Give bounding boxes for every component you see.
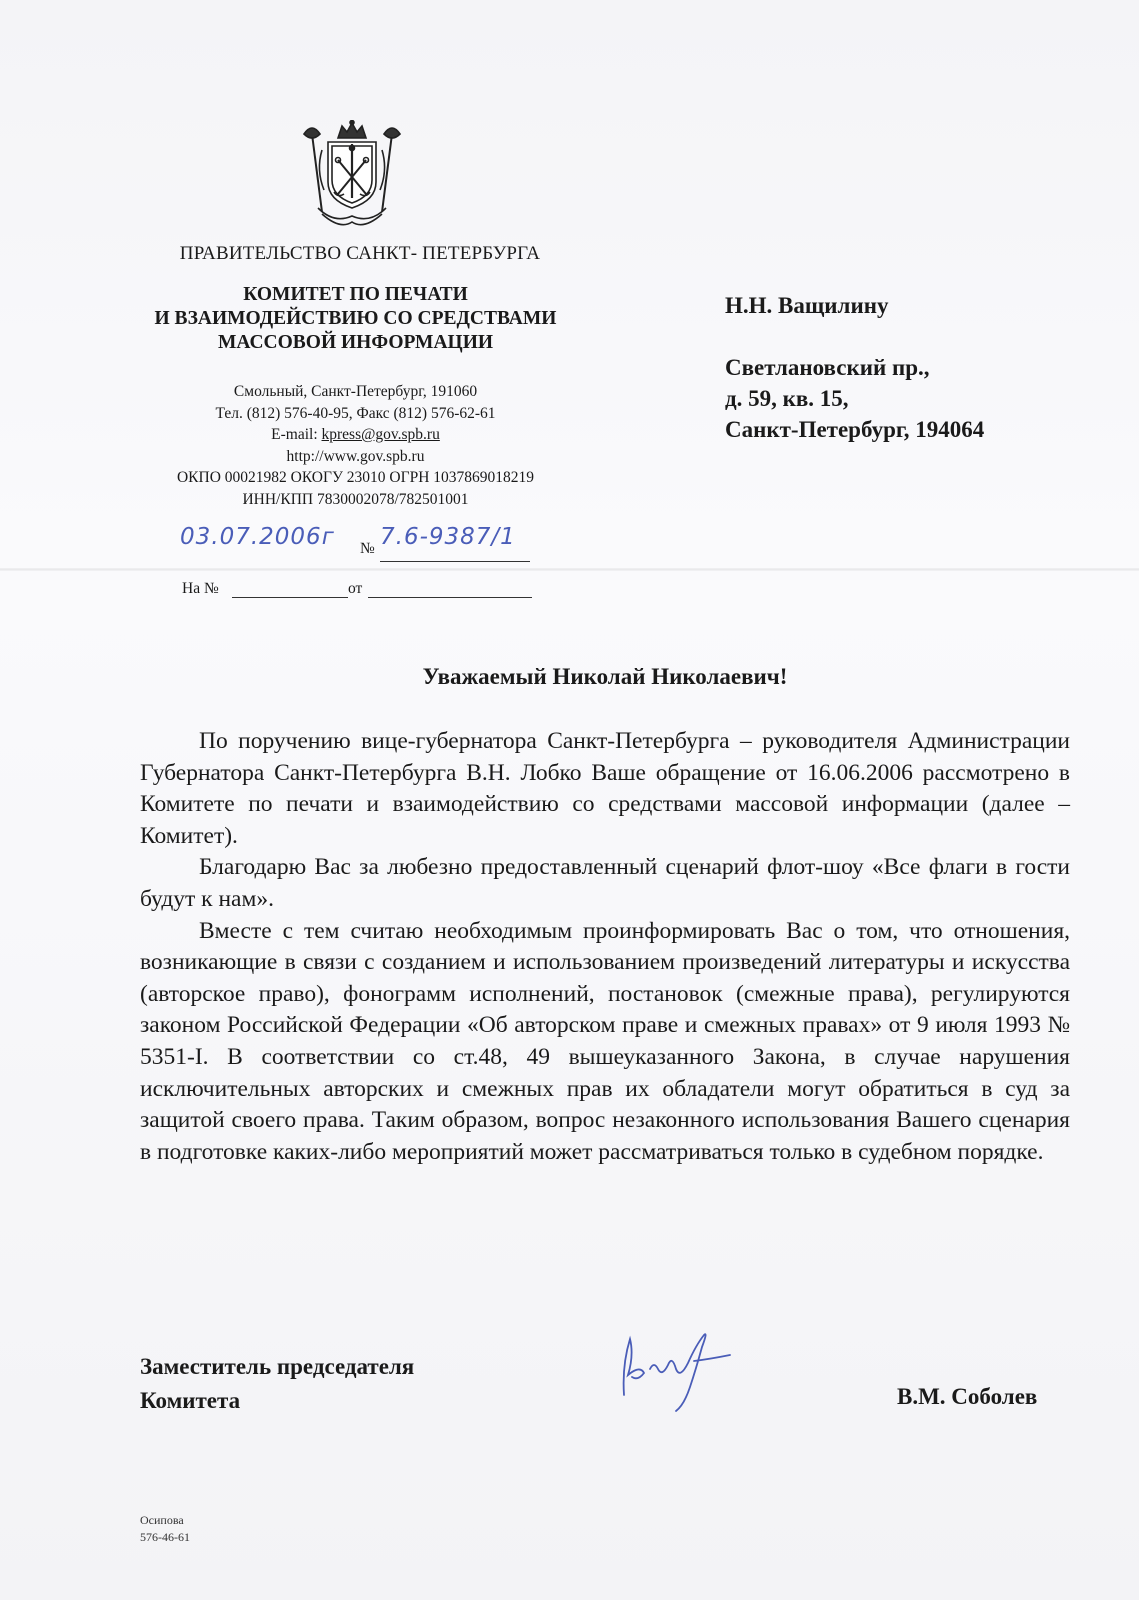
- government-title: ПРАВИТЕЛЬСТВО САНКТ- ПЕТЕРБУРГА: [179, 243, 541, 264]
- outgoing-reference: [180, 524, 540, 560]
- outgoing-number-label: №: [360, 540, 375, 557]
- signer-position-line-2: Комитета: [140, 1388, 241, 1413]
- registration-codes: ОКПО 00021982 ОКОГУ 23010 ОГРН 1037869018219: [176, 469, 535, 486]
- addressee-block: [725, 290, 1105, 445]
- outgoing-number-underline: [380, 561, 530, 562]
- executor-phone: 576-46-61: [140, 1530, 190, 1544]
- committee-line-2: И ВЗАИМОДЕЙСТВИЮ СО СРЕДСТВАМИ: [154, 308, 557, 329]
- letter-body: [140, 726, 1070, 1168]
- reply-date-label: от: [348, 580, 363, 597]
- committee-line-3: МАССОВОЙ ИНФОРМАЦИИ: [217, 332, 494, 353]
- paragraph-1: По поручению вице-губернатора Санкт-Петербурга – руководителя Администрации Губернатора Санкт-Петербурга В.Н. Лобко Ваше обращение от 16.06.2006 рассмотрено в Комитете по печати и взаимодействию со средствами массовой информации (далее – Комитет).: [140, 728, 1070, 849]
- paper-fold-line: [0, 568, 1139, 571]
- website[interactable]: http://www.gov.spb.ru: [286, 447, 425, 465]
- coat-of-arms-icon: [300, 120, 404, 230]
- paragraph-3: Вместе с тем считаю необходимым проинформировать Вас о том, что отношения, возникающие в связи с созданием и использованием произведений литературы и искусства (авторское право), фонограмм исполнений, постановок (смежные права), регулируются законом Российской Федерации «Об авторском праве и смежных правах» от 9 июля 1993 № 5351-I. В соответствии со ст.48, 49 вышеуказанного Закона, в случае нарушения исключительных авторских и смежных прав их обладатели могут обратиться в суд за защитой своего права. Таким образом, вопрос незаконного использования Вашего сценария в подготовке каких-либо мероприятий может рассматриваться только в судебном порядке.: [140, 917, 1070, 1165]
- executor-info: [140, 1512, 190, 1546]
- executor-name: Осипова: [140, 1513, 184, 1527]
- outgoing-number: 7.6-9387/1: [380, 524, 516, 550]
- handwritten-signature: [610, 1325, 760, 1415]
- inn-kpp: ИНН/КПП 7830002078/782501001: [242, 490, 469, 508]
- addressee-city: Санкт-Петербург, 194064: [725, 417, 985, 442]
- signer-position: [140, 1350, 414, 1418]
- in-reply-to: [182, 580, 542, 602]
- reply-date-blank: [368, 597, 532, 598]
- committee-line-1: КОМИТЕТ ПО ПЕЧАТИ: [243, 284, 468, 305]
- signer-name: В.М. Соболев: [897, 1384, 1038, 1409]
- addressee-name: Н.Н. Ващилину: [725, 293, 889, 318]
- outgoing-date: 03.07.2006г: [180, 524, 335, 550]
- salutation: Уважаемый Николай Николаевич!: [422, 664, 788, 689]
- reply-number-label: На №: [182, 580, 219, 597]
- email-label: E-mail:: [271, 426, 322, 443]
- paragraph-2: Благодарю Вас за любезно предоставленный сценарий флот-шоу «Все флаги в гости будут к нам».: [140, 854, 1070, 912]
- email-link[interactable]: kpress@gov.spb.ru: [321, 426, 440, 443]
- reply-number-blank: [232, 597, 348, 598]
- phone-fax: Тел. (812) 576-40-95, Факс (812) 576-62-61: [215, 404, 496, 422]
- addressee-house: д. 59, кв. 15,: [725, 386, 849, 411]
- signer-position-line-1: Заместитель председателя: [140, 1354, 415, 1379]
- committee-name: [118, 283, 593, 355]
- contact-details: [118, 381, 593, 510]
- addressee-street: Светлановский пр.,: [725, 355, 930, 380]
- postal-address: Смольный, Санкт-Петербург, 191060: [233, 383, 478, 400]
- email-row: [118, 424, 593, 446]
